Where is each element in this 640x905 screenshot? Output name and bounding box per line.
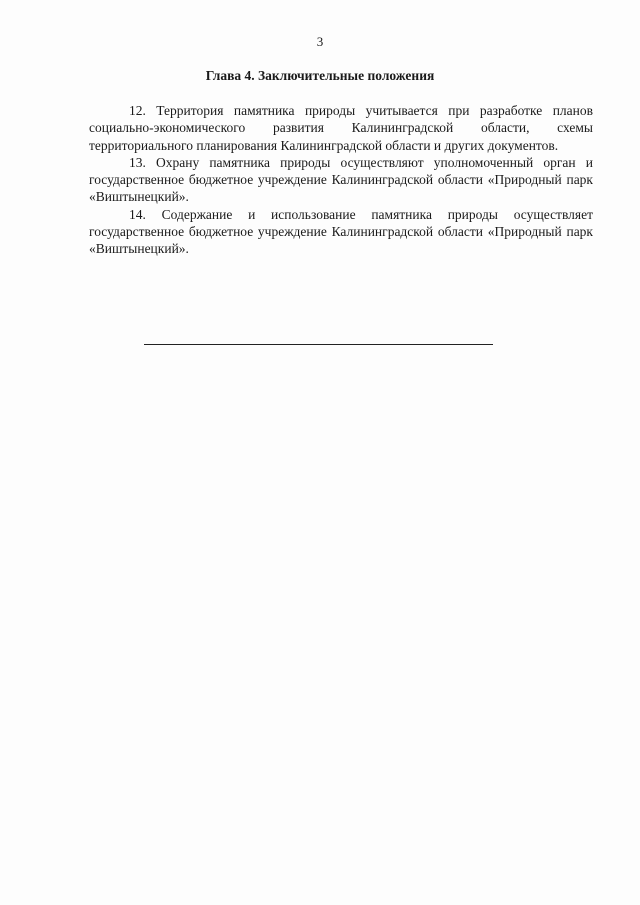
paragraph-14: 14. Содержание и использование памятника природы осуществляет государственное бюджетное учреждение Калининградской области «Природный парк «Виштынецкий». [89, 206, 593, 257]
page-number: 3 [316, 34, 324, 49]
end-of-document-rule [144, 344, 493, 345]
chapter-body [89, 102, 593, 258]
paragraph-13: 13. Охрану памятника природы осуществляют уполномоченный орган и государственное бюджетное учреждение Калининградской области «Природный парк «Виштынецкий». [89, 154, 593, 205]
paragraph-12: 12. Территория памятника природы учитывается при разработке планов социально-экономического развития Калининградской области, схемы территориального планирования Калининградской области и других документов. [89, 103, 593, 153]
chapter-title: Глава 4. Заключительные положения [205, 68, 435, 83]
